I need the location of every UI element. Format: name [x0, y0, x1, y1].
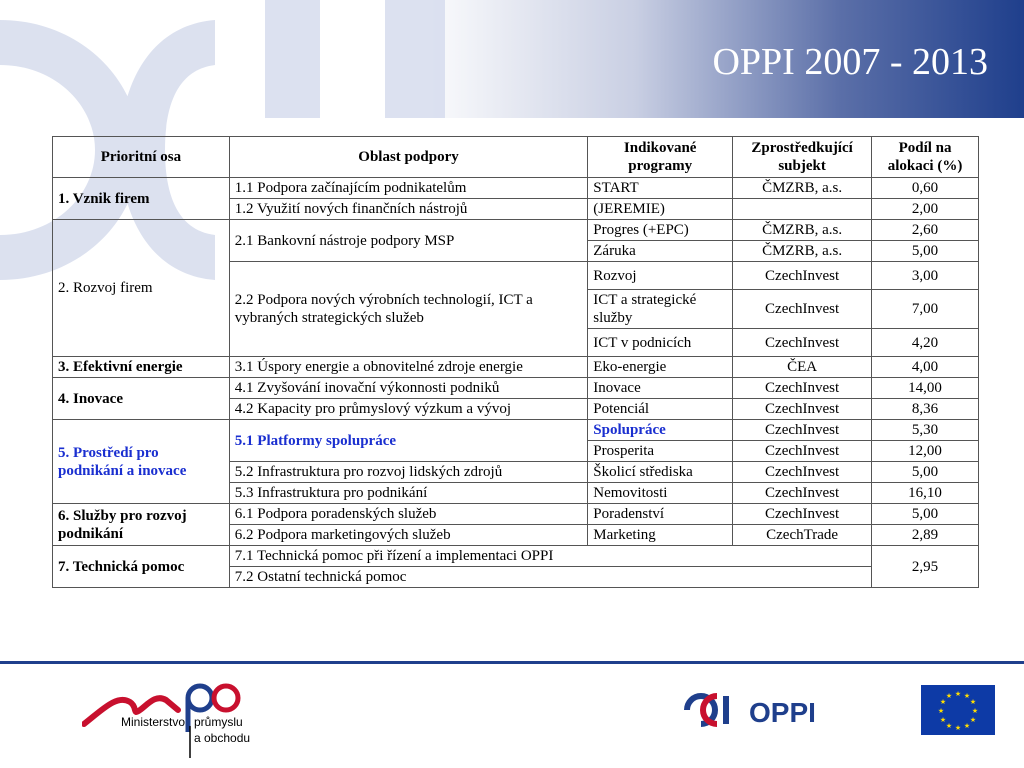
agency-cell: ČMZRB, a.s. [733, 220, 872, 241]
program-cell: Nemovitosti [588, 483, 733, 504]
program-cell: Rozvoj [588, 262, 733, 290]
svg-text:průmyslu: průmyslu [194, 715, 243, 729]
axis-cell: 3. Efektivní energie [53, 357, 230, 378]
agency-cell: CzechInvest [733, 504, 872, 525]
svg-text:★: ★ [954, 690, 962, 698]
share-cell: 5,00 [872, 462, 979, 483]
share-cell: 0,60 [872, 178, 979, 199]
svg-text:★: ★ [945, 692, 953, 700]
agency-cell: ČEA [733, 357, 872, 378]
program-cell: Spolupráce [588, 420, 733, 441]
program-cell: Progres (+EPC) [588, 220, 733, 241]
share-cell: 5,30 [872, 420, 979, 441]
header-axis: Prioritní osa [53, 137, 230, 178]
agency-cell [733, 199, 872, 220]
share-cell: 16,10 [872, 483, 979, 504]
share-cell: 3,00 [872, 262, 979, 290]
agency-cell: CzechInvest [733, 290, 872, 329]
axis-cell: 6. Služby pro rozvoj podnikání [53, 504, 230, 546]
program-cell: ICT v podnicích [588, 329, 733, 357]
area-cell: 2.2 Podpora nových výrobních technologií, ICT a vybraných strategických služeb [229, 262, 587, 357]
share-cell: 14,00 [872, 378, 979, 399]
svg-text:★: ★ [971, 707, 979, 715]
program-cell: ICT a strategické služby [588, 290, 733, 329]
agency-cell: CzechInvest [733, 399, 872, 420]
table-header-row [53, 137, 979, 178]
eu-flag-icon [921, 685, 995, 735]
area-cell: 1.1 Podpora začínajícím podnikatelům [229, 178, 587, 199]
table-row [53, 357, 979, 378]
agency-cell: CzechInvest [733, 329, 872, 357]
allocation-table [52, 136, 979, 588]
share-cell: 2,60 [872, 220, 979, 241]
axis-cell: 5. Prostředí pro podnikání a inovace [53, 420, 230, 504]
program-cell: Záruka [588, 241, 733, 262]
area-cell: 4.2 Kapacity pro průmyslový výzkum a vývoj [229, 399, 587, 420]
header-share: Podíl na alokaci (%) [872, 137, 979, 178]
axis-cell: 1. Vznik firem [53, 178, 230, 220]
program-cell: Eko-energie [588, 357, 733, 378]
agency-cell: CzechTrade [733, 525, 872, 546]
program-cell: Školicí střediska [588, 462, 733, 483]
axis-cell: 4. Inovace [53, 378, 230, 420]
mpo-logo [82, 680, 282, 760]
share-cell: 4,00 [872, 357, 979, 378]
agency-cell: CzechInvest [733, 483, 872, 504]
share-cell: 12,00 [872, 441, 979, 462]
share-cell: 2,95 [872, 546, 979, 588]
area-cell: 7.1 Technická pomoc při řízení a implementaci OPPI [229, 546, 871, 567]
agency-cell: CzechInvest [733, 462, 872, 483]
area-cell: 7.2 Ostatní technická pomoc [229, 567, 871, 588]
agency-cell: ČMZRB, a.s. [733, 241, 872, 262]
area-cell: 5.3 Infrastruktura pro podnikání [229, 483, 587, 504]
area-cell: 4.1 Zvyšování inovační výkonnosti podniků [229, 378, 587, 399]
area-cell: 5.2 Infrastruktura pro rozvoj lidských zdrojů [229, 462, 587, 483]
area-cell: 3.1 Úspory energie a obnovitelné zdroje energie [229, 357, 587, 378]
agency-cell: CzechInvest [733, 441, 872, 462]
program-cell: Prosperita [588, 441, 733, 462]
table-row [53, 220, 979, 241]
slide-title: OPPI 2007 - 2013 [712, 41, 988, 83]
svg-text:★: ★ [963, 692, 971, 700]
svg-text:★: ★ [945, 722, 953, 730]
table-row [53, 420, 979, 441]
program-cell: START [588, 178, 733, 199]
share-cell: 8,36 [872, 399, 979, 420]
svg-text:Ministerstvo: Ministerstvo [120, 715, 185, 729]
header-area: Oblast podpory [229, 137, 587, 178]
svg-text:a obchodu: a obchodu [194, 731, 251, 745]
svg-text:★: ★ [963, 722, 971, 730]
share-cell: 2,00 [872, 199, 979, 220]
agency-cell: ČMZRB, a.s. [733, 178, 872, 199]
svg-text:★: ★ [954, 724, 962, 732]
area-cell: 6.1 Podpora poradenských služeb [229, 504, 587, 525]
table-row [53, 504, 979, 525]
svg-text:★: ★ [969, 698, 977, 706]
header-agency: Zprostředkující subjekt [733, 137, 872, 178]
program-cell: Potenciál [588, 399, 733, 420]
svg-text:★: ★ [937, 707, 945, 715]
header-programs: Indikované programy [588, 137, 733, 178]
agency-cell: CzechInvest [733, 262, 872, 290]
svg-text:★: ★ [939, 698, 947, 706]
svg-text:OPPI: OPPI [749, 697, 816, 728]
share-cell: 2,89 [872, 525, 979, 546]
agency-cell: CzechInvest [733, 378, 872, 399]
program-cell: Inovace [588, 378, 733, 399]
share-cell: 7,00 [872, 290, 979, 329]
axis-cell: 7. Technická pomoc [53, 546, 230, 588]
axis-cell: 2. Rozvoj firem [53, 220, 230, 357]
footer-divider [0, 661, 1024, 664]
oppi-logo [683, 688, 843, 732]
table-row [53, 546, 979, 567]
area-cell: 5.1 Platformy spolupráce [229, 420, 587, 462]
agency-cell: CzechInvest [733, 420, 872, 441]
share-cell: 5,00 [872, 241, 979, 262]
table-row [53, 378, 979, 399]
area-cell: 2.1 Bankovní nástroje podpory MSP [229, 220, 587, 262]
table-row [53, 178, 979, 199]
svg-text:★: ★ [939, 716, 947, 724]
area-cell: 6.2 Podpora marketingových služeb [229, 525, 587, 546]
program-cell: Marketing [588, 525, 733, 546]
area-cell: 1.2 Využití nových finančních nástrojů [229, 199, 587, 220]
program-cell: (JEREMIE) [588, 199, 733, 220]
share-cell: 4,20 [872, 329, 979, 357]
svg-text:★: ★ [969, 716, 977, 724]
share-cell: 5,00 [872, 504, 979, 525]
program-cell: Poradenství [588, 504, 733, 525]
